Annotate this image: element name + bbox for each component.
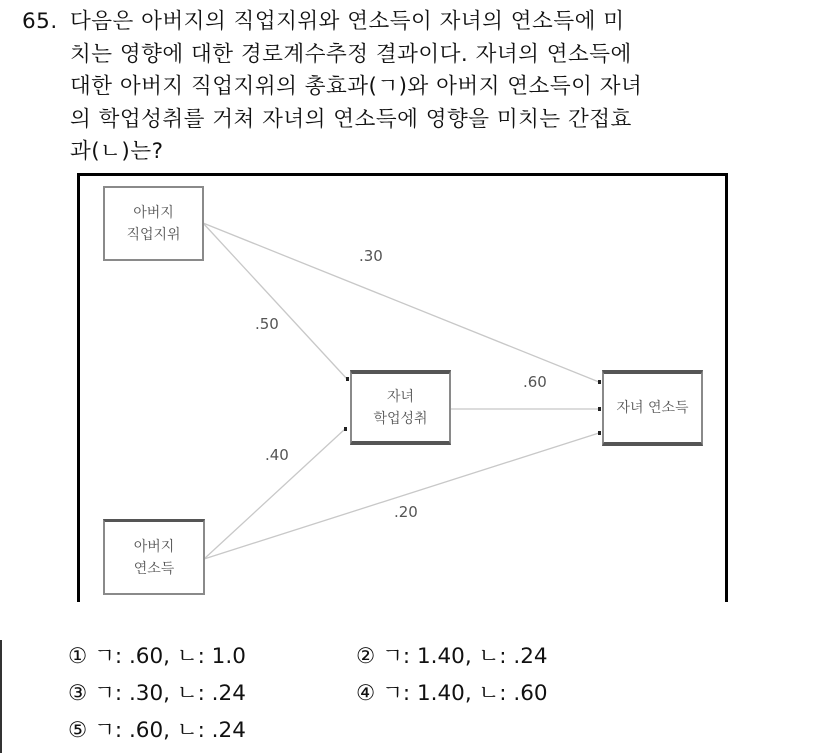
answer-option-1[interactable]	[68, 638, 356, 675]
question-line-2: 치는 영향에 대한 경로계수추정 결과이다. 자녀의 연소득에	[70, 41, 632, 67]
coef-occ-to-income: .30	[359, 247, 383, 265]
option-text: ㄱ: .60, ㄴ: 1.0	[94, 644, 246, 669]
answer-option-4[interactable]	[356, 675, 644, 712]
option-marker: ①	[68, 644, 88, 669]
option-text: ㄱ: 1.40, ㄴ: .60	[382, 681, 548, 706]
answer-option-3[interactable]	[68, 675, 356, 712]
option-text: ㄱ: 1.40, ㄴ: .24	[382, 644, 548, 669]
question-text	[22, 6, 812, 169]
answer-choices	[68, 638, 644, 749]
coef-occ-to-achievement: .50	[255, 315, 279, 333]
node-label: 자녀	[386, 388, 415, 405]
option-marker: ②	[356, 644, 376, 669]
node-label: 자녀 연소득	[616, 400, 689, 416]
node-child-achievement	[350, 370, 451, 445]
coef-fincome-to-income: .20	[394, 503, 418, 521]
question-line-1: 다음은 아버지의 직업지위와 연소득이 자녀의 연소득에 미	[70, 9, 625, 34]
option-text: ㄱ: .30, ㄴ: .24	[94, 681, 246, 706]
answer-option-5[interactable]	[68, 712, 356, 749]
coef-fincome-to-achievement: .40	[265, 446, 289, 464]
path-diagram	[77, 173, 724, 601]
node-label: 직업지위	[126, 226, 181, 243]
question-number: 65.	[22, 9, 58, 34]
option-text: ㄱ: .60, ㄴ: .24	[94, 718, 246, 743]
node-label: 아버지	[133, 538, 175, 555]
node-label: 학업성취	[373, 410, 428, 427]
node-label: 연소득	[133, 560, 175, 577]
question-line-5: 과(ㄴ)는?	[70, 139, 164, 164]
option-marker: ④	[356, 681, 376, 706]
answer-option-2[interactable]	[356, 638, 644, 675]
node-father-occupation	[103, 186, 204, 261]
node-father-income	[103, 519, 205, 595]
coef-achievement-to-income: .60	[523, 373, 547, 391]
node-child-income	[602, 370, 703, 446]
node-label: 아버지	[133, 204, 174, 221]
question-line-4: 의 학업성취를 거쳐 자녀의 연소득에 영향을 미치는 간접효	[70, 106, 632, 132]
margin-rule	[0, 640, 2, 753]
question-line-3: 대한 아버지 직업지위의 총효과(ㄱ)와 아버지 연소득이 자녀	[70, 74, 643, 99]
option-marker: ⑤	[68, 718, 88, 743]
option-marker: ③	[68, 681, 88, 706]
